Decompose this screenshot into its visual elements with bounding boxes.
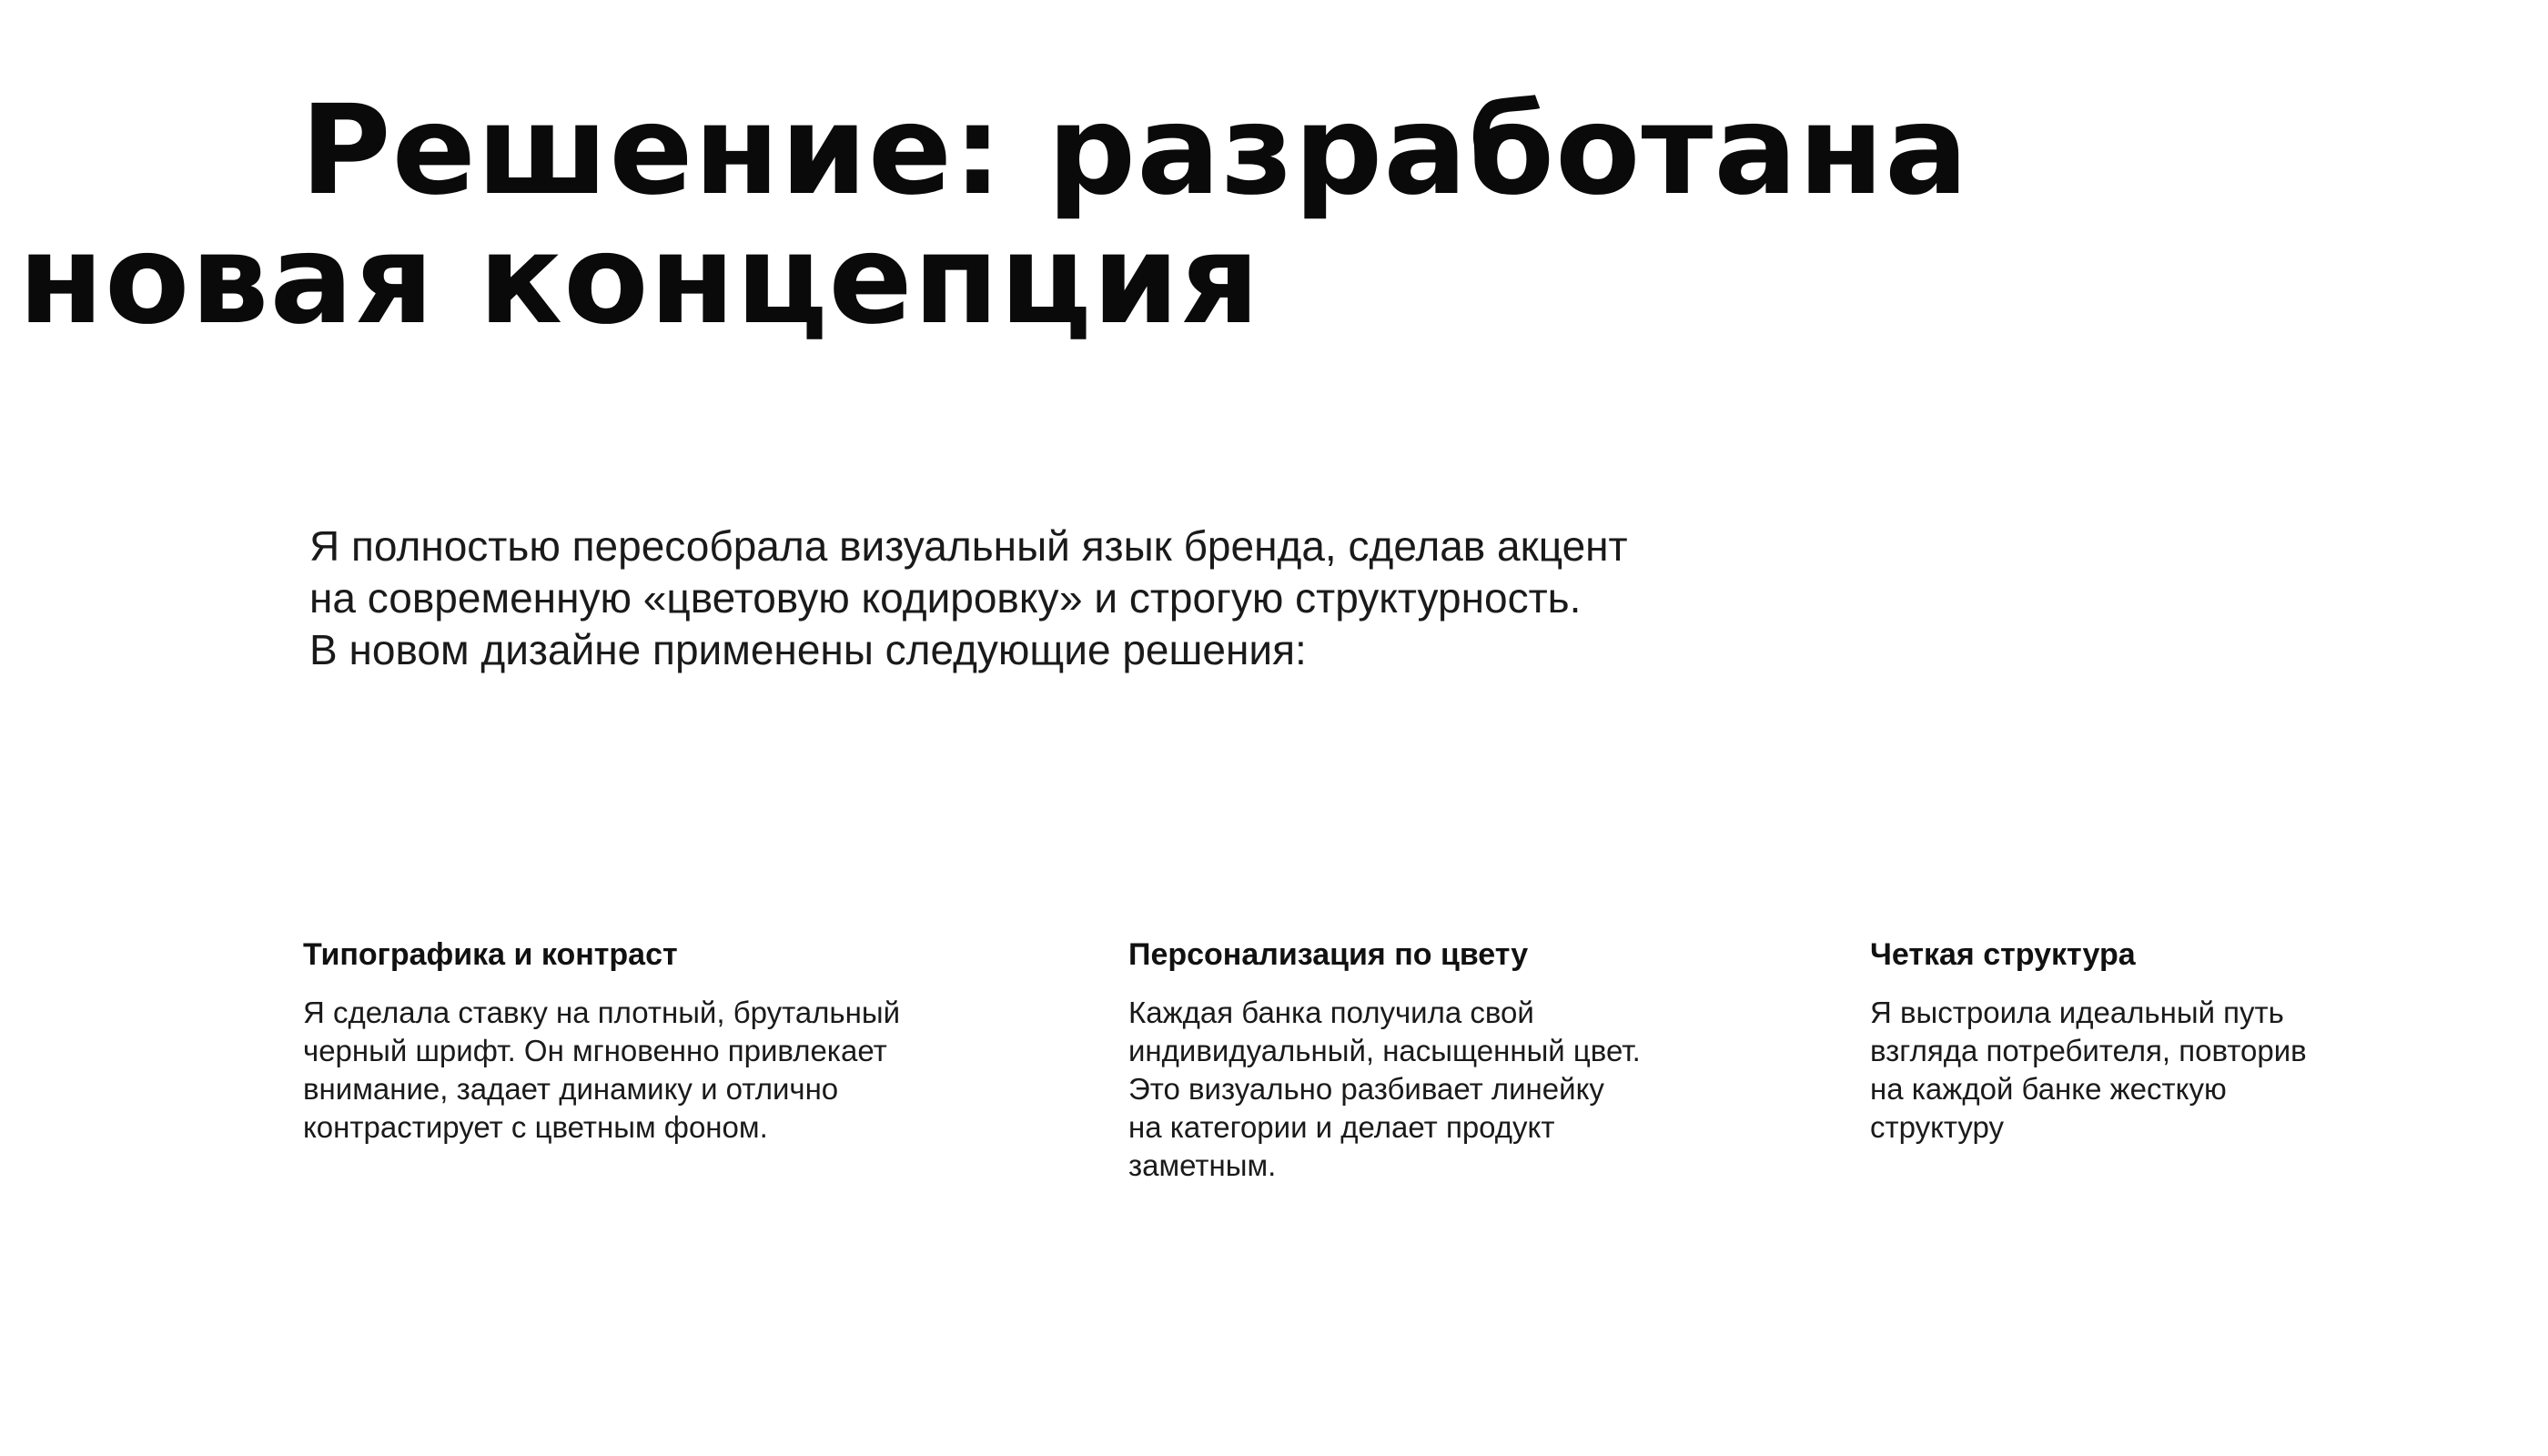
feature-color-personalization [1128, 935, 1820, 1185]
feature-title: Типографика и контраст [303, 937, 678, 972]
page-title-line-2: новая концепция [18, 208, 1261, 352]
feature-line: структуру [1870, 1110, 2005, 1144]
feature-line: заметным. [1128, 1148, 1277, 1182]
intro-line-2: на современную «цветовую кодировку» и строгую структурность. [309, 574, 1582, 622]
feature-title: Персонализация по цвету [1128, 937, 1529, 972]
feature-line: на категории и делает продукт [1128, 1110, 1555, 1144]
feature-description [303, 994, 995, 1147]
feature-clear-structure [1870, 935, 2548, 1147]
feature-line: контрастирует с цветным фоном. [303, 1110, 768, 1144]
intro-line-3: В новом дизайне применены следующие решения: [309, 626, 1307, 673]
feature-line: на каждой банке жесткую [1870, 1072, 2227, 1106]
intro-line-1: Я полностью пересобрала визуальный язык бренда, сделав акцент [309, 522, 1628, 570]
feature-typography [303, 935, 995, 1147]
feature-line: Это визуально разбивает линейку [1128, 1072, 1604, 1106]
feature-line: внимание, задает динамику и отлично [303, 1072, 839, 1106]
feature-line: черный шрифт. Он мгновенно привлекает [303, 1034, 887, 1067]
feature-title: Четкая структура [1870, 937, 2136, 972]
page-title-line-1: Решение: разработана [300, 79, 1969, 223]
feature-line: Каждая банка получила свой [1128, 996, 1534, 1029]
feature-description [1870, 994, 2548, 1147]
page-title [18, 79, 1969, 352]
feature-line: индивидуальный, насыщенный цвет. [1128, 1034, 1641, 1067]
feature-line: Я выстроила идеальный путь [1870, 996, 2284, 1029]
feature-line: взгляда потребителя, повторив [1870, 1034, 2307, 1067]
feature-line: Я сделала ставку на плотный, брутальный [303, 996, 901, 1029]
feature-description [1128, 994, 1820, 1185]
intro-paragraph [309, 521, 1628, 676]
